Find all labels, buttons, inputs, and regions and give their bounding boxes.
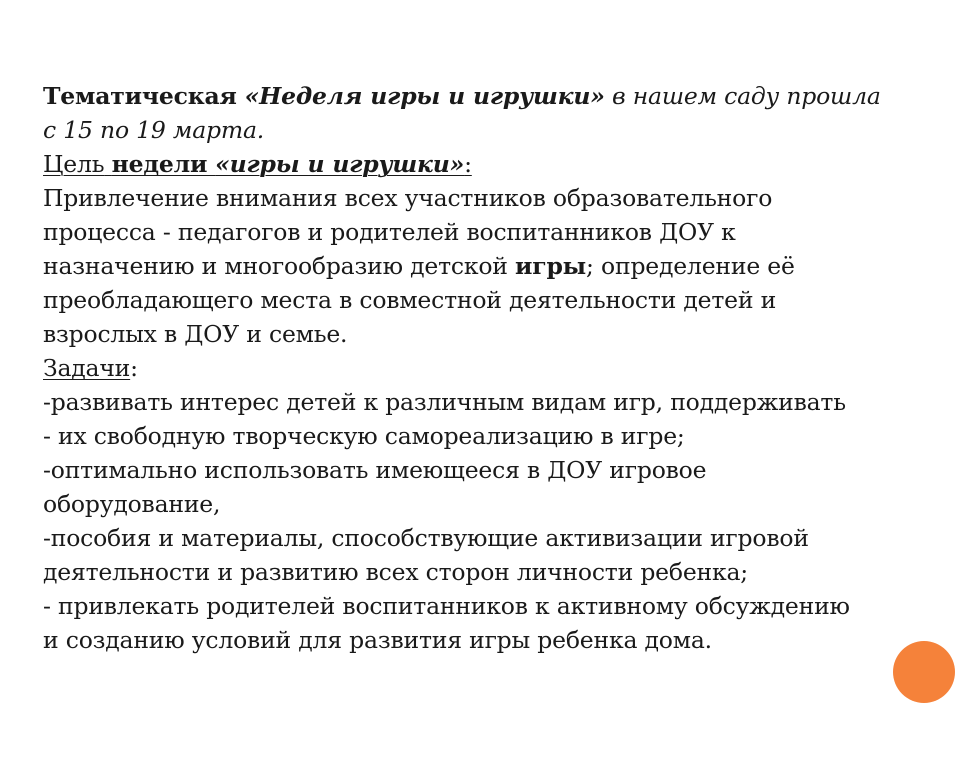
goal-line: процесса - педагогов и родителей воспитанников ДОУ к: [43, 218, 736, 246]
tasks-heading: [43, 351, 953, 385]
event-name: «Неделя игры и игрушки»: [244, 82, 605, 110]
goal-heading-bold: недели: [111, 150, 216, 178]
task-line: -развивать интерес детей к различным видам игр, поддерживать: [43, 388, 846, 416]
goal-line: взрослых в ДОУ и семье.: [43, 320, 348, 348]
text-block: [43, 79, 953, 657]
task-line: деятельности и развитию всех сторон личности ребенка;: [43, 558, 749, 586]
task-line: и созданию условий для развития игры ребенка дома.: [43, 626, 712, 654]
title-line: [43, 79, 953, 113]
goal-line-bold: игры: [515, 252, 587, 280]
tasks-heading-colon: :: [130, 354, 138, 382]
goal-heading-space: [104, 150, 111, 178]
task-line: - привлекать родителей воспитанников к активному обсуждению: [43, 592, 850, 620]
task-line: оборудование,: [43, 490, 221, 518]
goal-heading-word: Цель: [43, 150, 105, 178]
task-line: -оптимально использовать имеющееся в ДОУ игровое: [43, 456, 707, 484]
goal-heading-bold-italic: «игры и игрушки»: [215, 150, 465, 178]
goal-heading-colon: :: [464, 150, 472, 178]
goal-heading: [43, 147, 953, 181]
decorative-circle: [893, 641, 955, 703]
title-rest: в нашем саду прошла: [604, 82, 881, 110]
event-dates: с 15 по 19 марта.: [43, 116, 265, 144]
goal-line: Привлечение внимания всех участников образовательного: [43, 184, 773, 212]
goal-line-after: ; определение её: [586, 252, 795, 280]
tasks-heading-word: Задачи: [43, 354, 131, 382]
task-line: -пособия и материалы, способствующие активизации игровой: [43, 524, 809, 552]
title-lead: Тематическая: [43, 82, 245, 110]
goal-line: преобладающего места в совместной деятельности детей и: [43, 286, 777, 314]
goal-line: [43, 249, 953, 283]
goal-line-before: назначению и многообразию детской: [43, 252, 516, 280]
task-line: - их свободную творческую самореализацию в игре;: [43, 422, 685, 450]
